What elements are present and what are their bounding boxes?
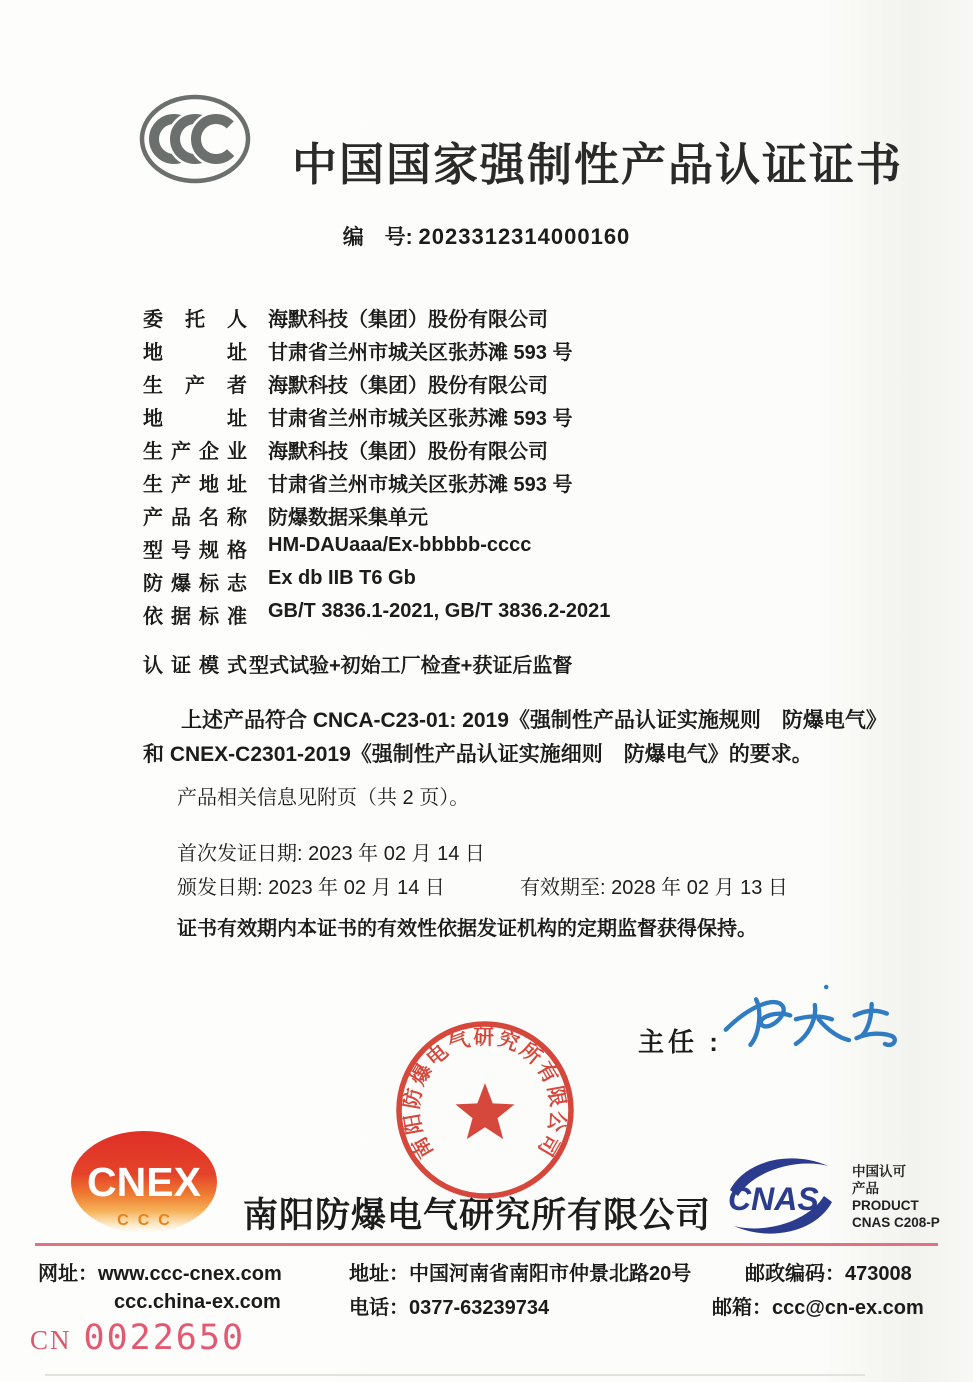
- field-value: 甘肃省兰州市城关区张苏滩 593 号: [268, 474, 573, 496]
- cnas-logo-icon: [722, 1152, 840, 1240]
- director-label: 主任 :: [638, 1027, 722, 1057]
- field-value: 海默科技（集团）股份有限公司: [268, 309, 548, 331]
- field-label: 防爆标志: [143, 573, 247, 595]
- field-value: Ex db IIB T6 Gb: [268, 567, 416, 589]
- field-row-address1: [143, 336, 572, 362]
- compliance-line-2: 和 CNEX-C2301-2019《强制性产品认证实施细则 防爆电气》的要求。: [143, 743, 813, 766]
- certificate-serial: [30, 1318, 245, 1358]
- field-value: 甘肃省兰州市城关区张苏滩 593 号: [268, 408, 573, 430]
- field-label: 产品名称: [143, 507, 247, 529]
- field-value: GB/T 3836.1-2021, GB/T 3836.2-2021: [268, 600, 611, 622]
- field-value: 海默科技（集团）股份有限公司: [268, 441, 548, 463]
- serial-number: 0022650: [83, 1318, 246, 1358]
- field-row-producer: [143, 369, 548, 395]
- cnas-text-block: [852, 1163, 940, 1231]
- page-title: 中国国家强制性产品认证证书: [292, 139, 904, 190]
- field-row-address2: [143, 402, 572, 428]
- cnas-line-en: PRODUCT: [852, 1198, 919, 1213]
- field-label: 生产企业: [143, 441, 247, 463]
- footer-email: 邮箱：ccc@cn-ex.com: [712, 1297, 924, 1319]
- attachment-note: 产品相关信息见附页（共 2 页）。: [177, 787, 470, 809]
- field-row-consignor: [143, 303, 548, 329]
- page-bottom-edge: [45, 1374, 865, 1376]
- field-value: 海默科技（集团）股份有限公司: [268, 375, 548, 397]
- field-row-factory: [143, 435, 548, 461]
- compliance-line-1: 上述产品符合 CNCA-C23-01: 2019《强制性产品认证实施规则 防爆电气》: [181, 709, 887, 732]
- footer-website-1: www.ccc-cnex.com: [98, 1263, 282, 1285]
- field-row-factory-address: [143, 468, 572, 494]
- field-row-certification-mode: [143, 649, 572, 675]
- footer-website-2: ccc.china-ex.com: [114, 1291, 281, 1313]
- field-label: 型号规格: [143, 540, 247, 562]
- ccc-logo-icon: [138, 94, 252, 186]
- seal-text: 南阳防爆电气研究所有限公司: [400, 1026, 570, 1162]
- field-value: HM-DAUaaa/Ex-bbbbb-cccc: [268, 534, 532, 556]
- field-row-standards: [143, 600, 610, 626]
- director-signature: [722, 978, 902, 1070]
- field-value: 防爆数据采集单元: [268, 507, 428, 529]
- field-label: 生产地址: [143, 474, 247, 496]
- issue-date: 颁发日期: 2023 年 02 月 14 日: [177, 877, 445, 899]
- cnex-logo-icon: [66, 1128, 226, 1238]
- footer-postal-code: 邮政编码：473008: [745, 1263, 912, 1285]
- certificate-number-label: 编 号:: [342, 226, 413, 249]
- cnas-line-cn2: 产品: [852, 1181, 879, 1196]
- field-label: 地址: [143, 342, 247, 364]
- footer-website-row: [38, 1257, 282, 1286]
- seal-star-icon: [456, 1083, 515, 1139]
- field-value: 型式试验+初始工厂检查+获证后监督: [249, 655, 573, 677]
- official-red-seal: [383, 1008, 587, 1212]
- certificate-number-value: 2023312314000160: [418, 224, 631, 249]
- field-label: 认证模式: [143, 655, 247, 677]
- cnas-line-cn1: 中国认可: [852, 1164, 906, 1179]
- validity-note: 证书有效期内本证书的有效性依据发证机构的定期监督获得保持。: [177, 918, 757, 940]
- field-row-product-name: [143, 501, 428, 527]
- footer-website-label: 网址：: [38, 1263, 98, 1285]
- field-value: 甘肃省兰州市城关区张苏滩 593 号: [268, 342, 573, 364]
- cnas-line-code: CNAS C208-P: [852, 1215, 940, 1230]
- certificate-number-row: [0, 221, 973, 251]
- serial-prefix: CN: [30, 1325, 72, 1355]
- valid-until-date: 有效期至: 2028 年 02 月 13 日: [520, 877, 788, 899]
- field-row-model: [143, 534, 531, 560]
- cnas-name: CNAS: [728, 1181, 819, 1217]
- field-label: 委托人: [143, 309, 247, 331]
- field-label: 依据标准: [143, 606, 247, 628]
- field-label: 地址: [143, 408, 247, 430]
- first-issue-date: 首次发证日期: 2023 年 02 月 14 日: [177, 843, 485, 865]
- field-label: 生产者: [143, 375, 247, 397]
- cnex-name: CNEX: [87, 1159, 201, 1205]
- footer-phone: 电话：0377-63239734: [349, 1297, 550, 1319]
- issuer-org-name: 南阳防爆电气研究所有限公司: [243, 1196, 712, 1235]
- cnex-sub: CCC: [117, 1212, 179, 1229]
- footer-address: 地址：中国河南省南阳市仲景北路20号: [349, 1263, 692, 1285]
- footer-divider: [35, 1243, 938, 1246]
- field-row-ex-marking: [143, 567, 416, 593]
